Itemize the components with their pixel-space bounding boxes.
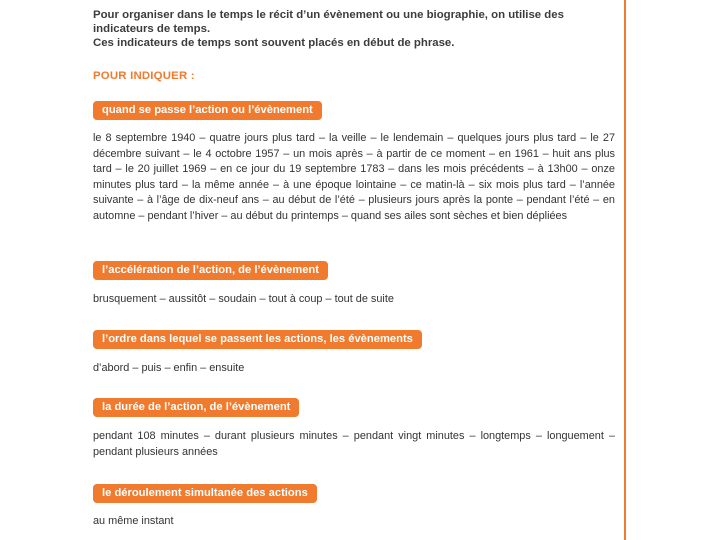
label-order: l’ordre dans lequel se passent les actions, les évènements [93, 330, 422, 349]
section-heading: POUR INDIQUER : [93, 70, 195, 82]
right-margin-rule [624, 0, 626, 540]
text-when: le 8 septembre 1940 – quatre jours plus tard – la veille – le lendemain – quelques jours plus tard – le 27 décembre suivant – le 4 octobre 1957 – un mois après – à partir de ce moment – en 1961 – huit ans plus tard – le 20 juillet 1969 – en ce jour du 19 septembre 1783 – dans les mois précédents – à 13h00 – onze minutes plus tard – la même année – à une époque lointaine – ce matin-là – six mois plus tard – l’année suivante – à l’âge de dix-neuf ans – au début de l’été – plusieurs jours après la ponte – pendant l’été – en automne – pendant l’hiver – au début du printemps – quand ses ailes sont sèches et bien dépliées [93, 132, 615, 222]
text-simultaneous: au même instant [93, 515, 174, 527]
label-when: quand se passe l’action ou l’évènement [93, 101, 322, 120]
intro-paragraph [93, 8, 615, 51]
text-duration: pendant 108 minutes – durant plusieurs minutes – pendant vingt minutes – longtemps – longuement – pendant plusieurs années [93, 430, 615, 458]
label-simultaneous: le déroulement simultanée des actions [93, 484, 317, 503]
intro-line-1: Pour organiser dans le temps le récit d’un évènement ou une biographie, on utilise des indicateurs de temps. [93, 9, 564, 36]
label-duration: la durée de l’action, de l’évènement [93, 398, 299, 417]
text-order: d’abord – puis – enfin – ensuite [93, 362, 245, 374]
text-acceleration: brusquement – aussitôt – soudain – tout à coup – tout de suite [93, 293, 394, 305]
intro-line-2: Ces indicateurs de temps sont souvent placés en début de phrase. [93, 37, 455, 50]
label-acceleration: l’accélération de l’action, de l’évènement [93, 261, 328, 280]
document-page [93, 0, 615, 540]
